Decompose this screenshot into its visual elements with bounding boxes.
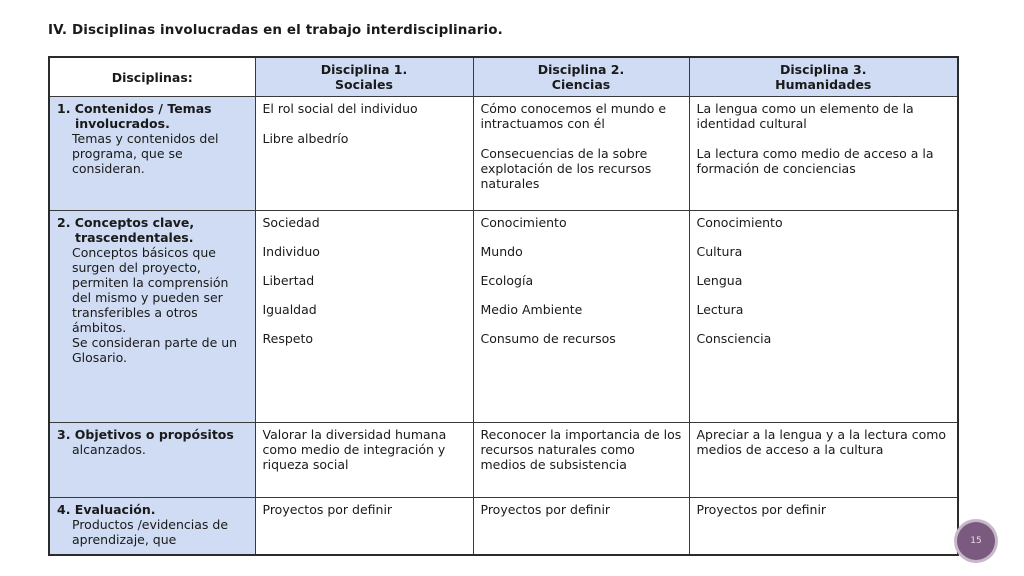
row-title: 4. Evaluación. [57,502,156,517]
cell-sociales-contenidos [255,97,473,211]
cell-text: Consecuencias de la sobre explotación de los recursos naturales [480,146,652,191]
cell-text: Libre albedrío [262,131,349,146]
cell-text: La lengua como un elemento de la identidad cultural [696,101,914,131]
row-description: alcanzados. [72,442,146,457]
row-title-cont: involucrados. [75,116,170,131]
header-disciplina-2 [473,57,689,97]
header-disciplinas: Disciplinas: [49,57,255,97]
slide-number-badge [957,522,995,560]
table-row [49,211,958,423]
row-header-contenidos [49,97,255,211]
cell-text: El rol social del individuo [262,101,418,116]
table-header-row [49,57,958,97]
concept-item: Cultura [696,244,743,259]
concept-item: Medio Ambiente [480,302,583,317]
cell-sociales-evaluacion: Proyectos por definir [255,498,473,556]
concept-item: Igualdad [262,302,317,317]
row-title: 2. Conceptos clave, [57,215,195,230]
cell-humanidades-objetivos: Apreciar a la lengua y a la lectura como medios de acceso a la cultura [689,423,958,498]
cell-humanidades-conceptos [689,211,958,423]
concept-item: Lectura [696,302,744,317]
concept-item: Individuo [262,244,320,259]
header-disciplina-3-number: Disciplina 3. [780,62,867,77]
concept-item: Conocimiento [696,215,783,230]
header-disciplina-1 [255,57,473,97]
cell-humanidades-evaluacion: Proyectos por definir [689,498,958,556]
concept-item: Respeto [262,331,314,346]
concept-item: Sociedad [262,215,320,230]
header-disciplina-1-number: Disciplina 1. [320,62,408,77]
concept-item: Conocimiento [480,215,567,230]
row-description-glossary: Se consideran parte de un Glosario. [72,335,238,365]
table-row [49,423,958,498]
row-title: 3. Objetivos o propósitos [57,427,234,442]
header-disciplina-2-name: Ciencias [551,77,611,92]
cell-sociales-objetivos: Valorar la diversidad humana como medio de integración y riqueza social [255,423,473,498]
row-description: Temas y contenidos del programa, que se consideran. [72,131,219,176]
concept-item: Ecología [480,273,534,288]
cell-ciencias-objetivos: Reconocer la importancia de los recursos naturales como medios de subsistencia [473,423,689,498]
slide-number: 15 [970,536,982,546]
cell-sociales-conceptos [255,211,473,423]
cell-text: Cómo conocemos el mundo e intractuamos con él [480,101,667,131]
disciplines-table [48,56,959,556]
row-description: Productos /evidencias de aprendizaje, que [72,517,229,547]
concept-item: Libertad [262,273,315,288]
slide-title: IV. Disciplinas involucradas en el trabajo interdisciplinario. [48,22,503,38]
concept-item: Consciencia [696,331,772,346]
concept-item: Mundo [480,244,523,259]
concept-item: Lengua [696,273,743,288]
row-title-cont: trascendentales. [75,230,194,245]
cell-humanidades-contenidos [689,97,958,211]
table-row [49,97,958,211]
cell-ciencias-conceptos [473,211,689,423]
row-header-objetivos [49,423,255,498]
header-disciplina-3-name: Humanidades [775,77,872,92]
concept-item: Consumo de recursos [480,331,616,346]
header-disciplina-2-number: Disciplina 2. [537,62,625,77]
row-header-conceptos [49,211,255,423]
row-header-evaluacion [49,498,255,556]
row-title: 1. Contenidos / Temas [57,101,212,116]
header-disciplina-1-name: Sociales [335,77,393,92]
header-disciplina-3 [689,57,958,97]
cell-text: La lectura como medio de acceso a la formación de conciencias [696,146,934,176]
row-description: Conceptos básicos que surgen del proyecto, permiten la comprensión del mismo y pueden ser transferibles a otros ámbitos. [72,245,229,335]
table-row [49,498,958,556]
cell-ciencias-evaluacion: Proyectos por definir [473,498,689,556]
cell-ciencias-contenidos [473,97,689,211]
